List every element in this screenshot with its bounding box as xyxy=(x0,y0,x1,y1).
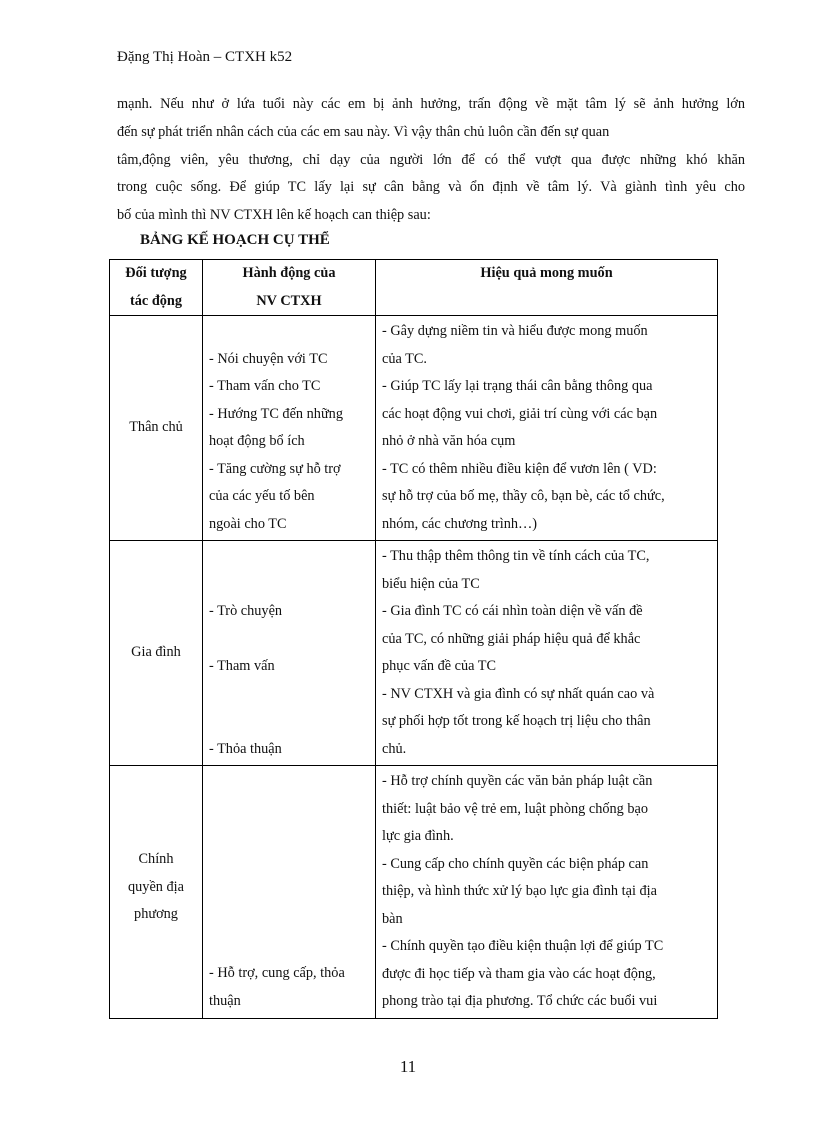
actions-cell xyxy=(203,541,376,766)
action-line: - Thỏa thuận xyxy=(209,740,282,757)
intro-line: tâm,động viên, yêu thương, chỉ dạy của người lớn để có thể vượt qua được những khó khăn xyxy=(117,151,745,168)
effects-cell xyxy=(376,766,718,1019)
intro-paragraph xyxy=(117,91,745,230)
action-line: ngoài cho TC xyxy=(209,515,287,532)
effect-line: sự hỗ trợ của bố mẹ, thầy cô, bạn bè, các tổ chức, xyxy=(382,488,665,504)
effect-line: nhỏ ở nhà văn hóa cụm xyxy=(382,433,516,449)
table-header-row xyxy=(110,260,718,316)
effect-line: - NV CTXH và gia đình có sự nhất quán cao và xyxy=(382,685,655,702)
effects-cell xyxy=(376,541,718,766)
effect-line: nhóm, các chương trình…) xyxy=(382,515,538,532)
subject-cell xyxy=(110,316,203,541)
page-number: 11 xyxy=(399,1057,417,1076)
effect-line: - Gây dựng niềm tin và hiểu được mong muốn xyxy=(382,323,648,339)
effect-line: các hoạt động vui chơi, giải trí cùng với các bạn xyxy=(382,405,658,422)
intro-line: đến sự phát triển nhân cách của các em sau này. Vì vậy thân chủ luôn cần đến sự quan xyxy=(117,123,610,140)
table-row xyxy=(110,316,718,541)
table-title: BẢNG KẾ HOẠCH CỤ THỂ xyxy=(140,232,330,248)
subject-line: Gia đình xyxy=(131,644,181,661)
intro-line: bố của mình thì NV CTXH lên kế hoạch can thiệp sau: xyxy=(117,207,431,224)
intro-line: mạnh. Nếu như ở lứa tuổi này các em bị ảnh hưởng, trấn động về mặt tâm lý sẽ ảnh hưởng lớn xyxy=(117,96,745,112)
effect-line: của TC. xyxy=(382,350,427,367)
action-line: của các yếu tố bên xyxy=(209,488,315,504)
effect-line: chủ. xyxy=(382,740,407,757)
effect-line: biểu hiện của TC xyxy=(382,575,480,592)
header-line: Đối tượng xyxy=(125,265,187,281)
actions-cell xyxy=(203,316,376,541)
action-line: - Nói chuyện với TC xyxy=(209,350,328,367)
action-line: thuận xyxy=(209,992,241,1009)
action-line: - Tham vấn cho TC xyxy=(209,378,321,394)
table-row xyxy=(110,766,718,1019)
effect-line: - Hỗ trợ chính quyền các văn bản pháp luật cần xyxy=(382,773,653,789)
effect-line: - Chính quyền tạo điều kiện thuận lợi để giúp TC xyxy=(382,938,664,954)
action-line: - Tăng cường sự hỗ trợ xyxy=(209,460,341,477)
actions-cell xyxy=(203,766,376,1019)
action-line: - Tham vấn xyxy=(209,658,275,674)
subject-line: phương xyxy=(134,906,178,922)
header-actions xyxy=(203,260,376,316)
table-row xyxy=(110,541,718,766)
effect-line: - Gia đình TC có cái nhìn toàn diện về vấn đề xyxy=(382,603,643,619)
subject-cell xyxy=(110,541,203,766)
page-header: Đặng Thị Hoàn – CTXH k52 xyxy=(117,49,293,65)
header-effects xyxy=(376,260,718,316)
action-line: - Hỗ trợ, cung cấp, thỏa xyxy=(209,965,345,981)
effect-line: sự phối hợp tốt trong kế hoạch trị liệu cho thân xyxy=(382,713,651,729)
subject-line: quyền địa xyxy=(128,878,184,895)
effect-line: thiết: luật bảo vệ trẻ em, luật phòng chống bạo xyxy=(382,800,649,817)
subject-cell xyxy=(110,766,203,1019)
effect-line: bàn xyxy=(382,910,403,927)
header-line: Hiệu quả mong muốn xyxy=(480,265,613,281)
action-line: hoạt động bổ ích xyxy=(209,433,305,449)
effect-line: phục vấn đề của TC xyxy=(382,658,497,674)
effect-line: thiệp, và hình thức xử lý bạo lực gia đình tại địa xyxy=(382,883,657,899)
effect-line: - TC có thêm nhiều điều kiện để vươn lên ( VD: xyxy=(382,460,657,477)
effect-line: - Cung cấp cho chính quyền các biện pháp can xyxy=(382,855,649,872)
action-line: - Hướng TC đến những xyxy=(209,405,343,422)
effects-cell xyxy=(376,316,718,541)
effect-line: - Giúp TC lấy lại trạng thái cân bằng thông qua xyxy=(382,378,653,394)
header-subject xyxy=(110,260,203,316)
intro-line: trong cuộc sống. Để giúp TC lấy lại sự cân bằng và ổn định về tâm lý. Và giành tình yêu cho xyxy=(117,179,745,196)
header-line: Hành động của xyxy=(242,265,336,281)
effect-line: - Thu thập thêm thông tin về tính cách của TC, xyxy=(382,548,650,564)
subject-line: Thân chủ xyxy=(129,419,183,436)
header-line: NV CTXH xyxy=(256,292,322,309)
effect-line: được đi học tiếp và tham gia vào các hoạt động, xyxy=(382,965,656,982)
effect-line: lực gia đình. xyxy=(382,828,454,844)
effect-line: của TC, có những giải pháp hiệu quả để khắc xyxy=(382,630,641,647)
header-line: tác động xyxy=(129,292,183,309)
effect-line: phong trào tại địa phương. Tổ chức các buổi vui xyxy=(382,993,658,1009)
subject-line: Chính xyxy=(138,851,174,867)
action-line: - Trò chuyện xyxy=(209,603,283,619)
plan-table xyxy=(109,259,718,1019)
